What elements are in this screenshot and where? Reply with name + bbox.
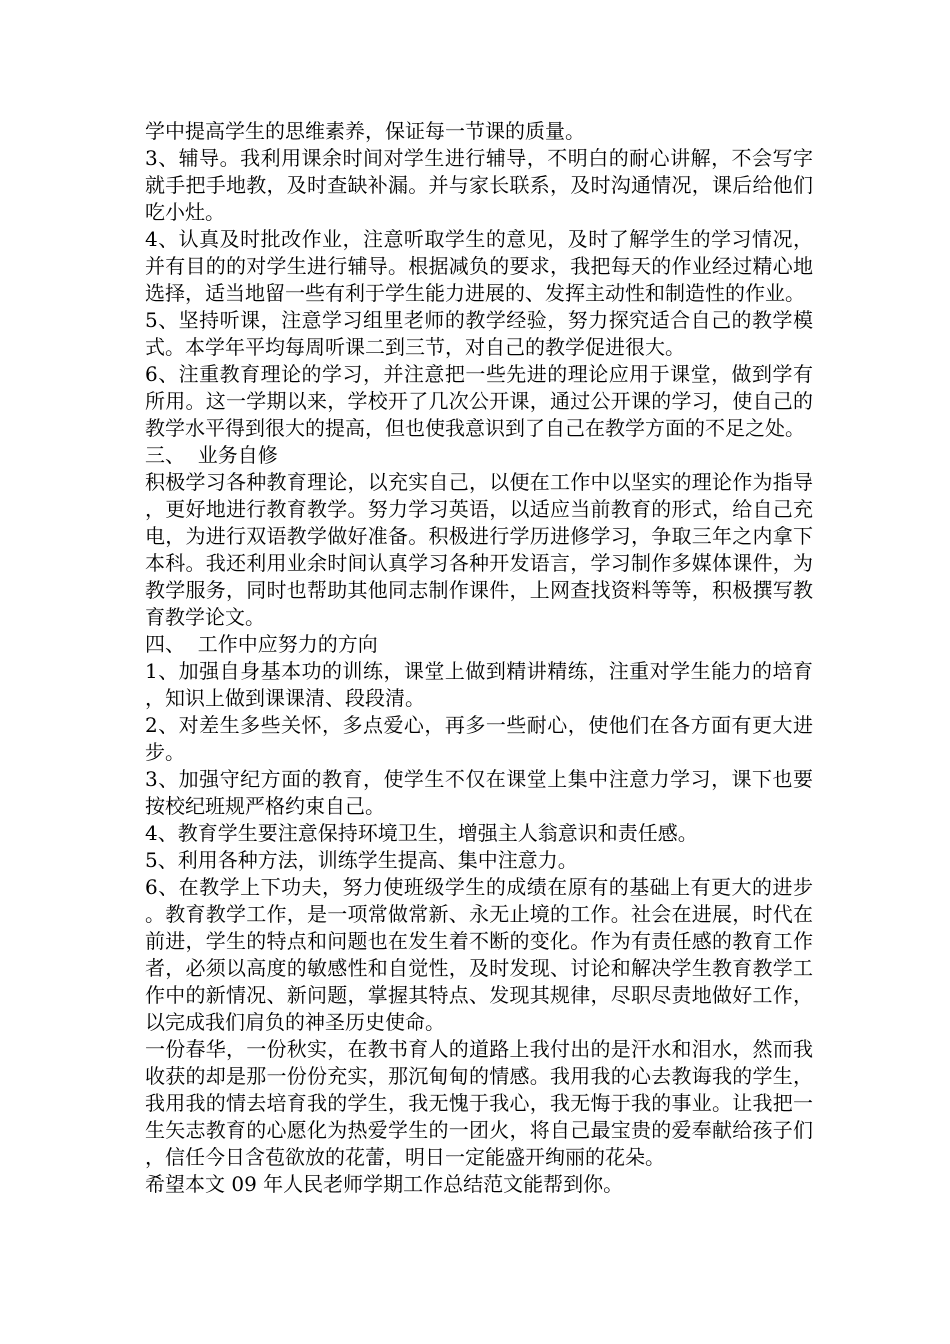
paragraph-direction-5: 5、利用各种方法，训练学生提高、集中注意力。 xyxy=(145,848,578,872)
paragraph-direction-6: 6、在教学上下功夫，努力使班级学生的成绩在原有的基础上有更大的进步。教育教学工作，是一项常做常新、永无止境的工作。社会在进展，时代在前进，学生的特点和问题也在发生着不断的变化。作为有责任感的教育工作者，必须以高度的敏感性和自觉性，及时发现、讨论和解决学生教育教学工作中的新情况、新问题，掌握其特点、发现其规律，尽职尽责地做好工作，以完成我们肩负的神圣历史使命。 xyxy=(145,875,813,1034)
paragraph-direction-3: 3、加强守纪方面的教育，使学生不仅在课堂上集中注意力学习，课下也要按校纪班规严格约束自己。 xyxy=(145,767,813,818)
section-heading-self-study: 三、 业务自修 xyxy=(145,443,278,467)
paragraph-item-3-tutoring: 3、辅导。我利用课余时间对学生进行辅导，不明白的耐心讲解，不会写字就手把手地教，及时查缺补漏。并与家长联系，及时沟通情况，课后给他们吃小灶。 xyxy=(145,146,813,224)
document-page xyxy=(145,118,813,1198)
paragraph-item-5-lesson-observation: 5、坚持听课，注意学习组里老师的教学经验，努力探究适合自己的教学模式。本学年平均每周听课二到三节，对自己的教学促进很大。 xyxy=(145,308,813,359)
paragraph-continuation: 学中提高学生的思维素养，保证每一节课的质量。 xyxy=(145,119,585,143)
section-heading-directions: 四、 工作中应努力的方向 xyxy=(145,632,378,656)
paragraph-item-4-homework: 4、认真及时批改作业，注意听取学生的意见，及时了解学生的学习情况，并有目的的对学生进行辅导。根据减负的要求，我把每天的作业经过精心地选择，适当地留一些有利于学生能力进展的、发挥主动性和制造性的作业。 xyxy=(145,227,813,305)
paragraph-direction-1: 1、加强自身基本功的训练，课堂上做到精讲精练，注重对学生能力的培育，知识上做到课课清、段段清。 xyxy=(145,659,813,710)
paragraph-item-6-theory-study: 6、注重教育理论的学习，并注意把一些先进的理论应用于课堂，做到学有所用。这一学期以来，学校开了几次公开课，通过公开课的学习，使自己的教学水平得到很大的提高，但也使我意识到了自己在教学方面的不足之处。 xyxy=(145,362,813,440)
paragraph-direction-2: 2、对差生多些关怀，多点爱心，再多一些耐心，使他们在各方面有更大进步。 xyxy=(145,713,813,764)
paragraph-final-note: 希望本文 09 年人民老师学期工作总结范文能帮到你。 xyxy=(145,1172,624,1196)
paragraph-direction-4: 4、教育学生要注意保持环境卫生，增强主人翁意识和责任感。 xyxy=(145,821,698,845)
paragraph-closing-reflection: 一份春华，一份秋实，在教书育人的道路上我付出的是汗水和泪水，然而我收获的却是那一份份充实，那沉甸甸的情感。我用我的心去教诲我的学生，我用我的情去培育我的学生，我无愧于我心，我无悔于我的事业。让我把一生矢志教育的心愿化为热爱学生的一团火，将自己最宝贵的爱奉献给孩子们，信任今日含苞欲放的花蕾，明日一定能盛开绚丽的花朵。 xyxy=(145,1037,813,1169)
paragraph-self-study: 积极学习各种教育理论，以充实自己，以便在工作中以坚实的理论作为指导，更好地进行教育教学。努力学习英语，以适应当前教育的形式，给自己充电，为进行双语教学做好准备。积极进行学历进修学习，争取三年之内拿下本科。我还利用业余时间认真学习各种开发语言，学习制作多媒体课件，为教学服务，同时也帮助其他同志制作课件，上网查找资料等等，积极撰写教育教学论文。 xyxy=(145,470,813,629)
